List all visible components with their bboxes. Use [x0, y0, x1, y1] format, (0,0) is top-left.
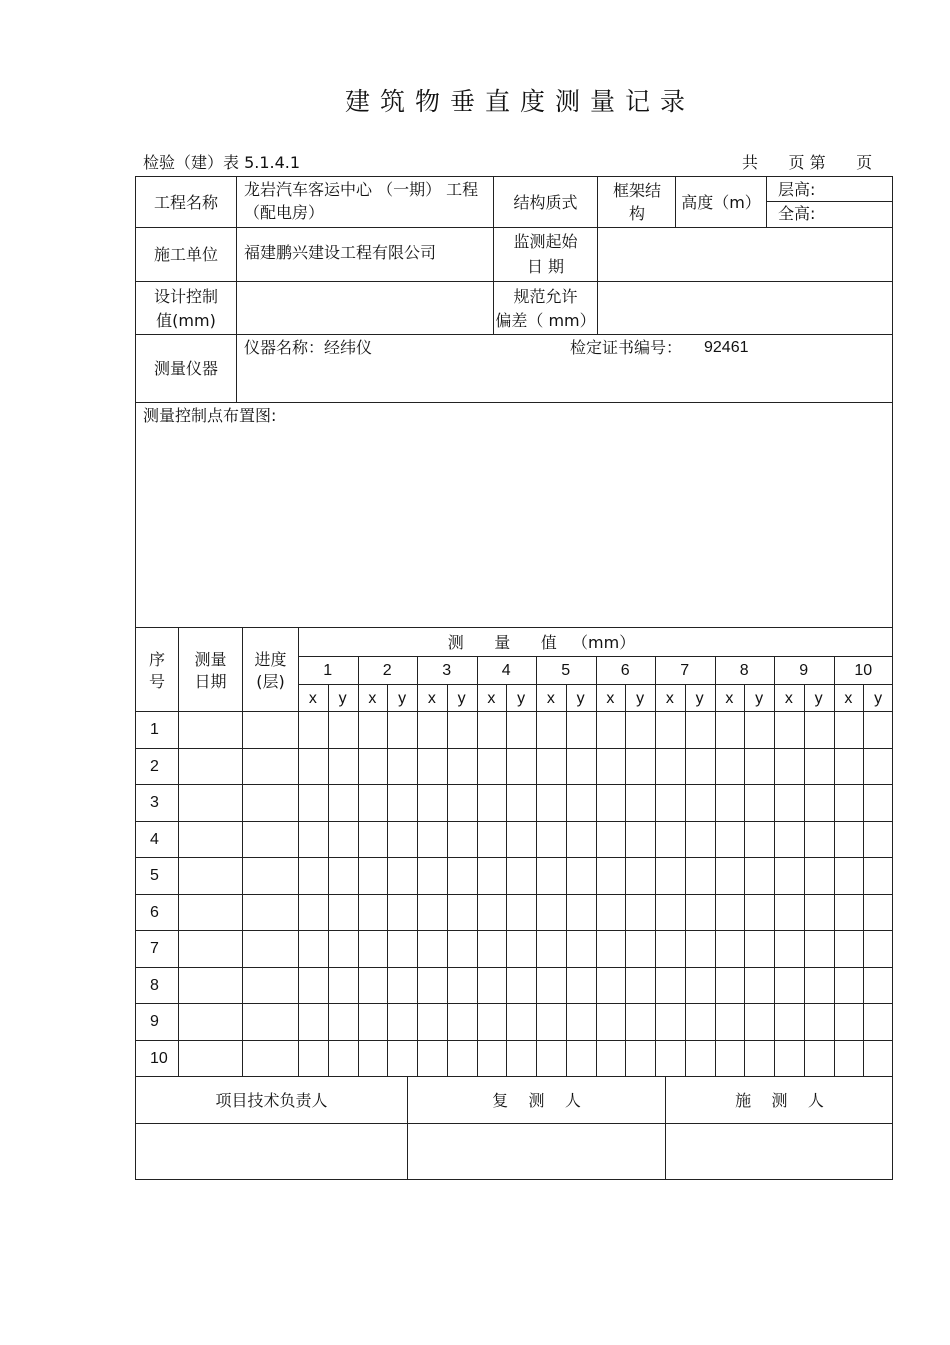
axis-header: x	[725, 689, 734, 707]
table-row-number: 10	[150, 1049, 168, 1067]
contractor-label: 施工单位	[153, 245, 218, 264]
table-row-number: 3	[150, 794, 159, 811]
table-row-number: 9	[150, 1013, 159, 1030]
axis-header: y	[398, 689, 407, 707]
page-info: 共 页 第 页	[742, 153, 873, 172]
axis-header: y	[695, 689, 704, 707]
tech-lead-label: 项目技术负责人	[215, 1090, 328, 1110]
table-row-number: 7	[150, 940, 159, 957]
progress-header: 进度	[254, 649, 287, 669]
point-header: 6	[620, 662, 630, 679]
tolerance-label-2: 偏差（ mm）	[495, 310, 596, 330]
seq-header: 序	[148, 649, 165, 669]
point-header: 8	[739, 662, 749, 679]
table-row-number: 4	[150, 830, 159, 848]
design-value-label: 设计控制	[153, 286, 218, 306]
floor-height-label: 层高:	[778, 180, 816, 199]
point-header: 9	[799, 662, 809, 679]
design-value-label-2: 值(mm)	[156, 310, 216, 330]
project-name-label: 工程名称	[153, 192, 218, 212]
point-header: 3	[442, 662, 452, 679]
progress-header-2: (层)	[256, 671, 285, 691]
date-header: 测量	[194, 649, 227, 669]
structure-label: 结构质式	[513, 192, 578, 212]
axis-header: y	[814, 689, 823, 707]
measurement-header: 测 量 值 （mm）	[447, 632, 636, 652]
project-name-value: 龙岩汽车客运中心 （一期） 工程（配电房）	[244, 180, 479, 222]
table-row-number: 8	[150, 976, 159, 994]
instrument-label: 测量仪器	[153, 359, 218, 378]
axis-header: x	[368, 689, 377, 707]
seq-header-2: 号	[148, 671, 165, 691]
date-header-2: 日期	[194, 671, 227, 691]
start-date-label: 监测起始	[513, 231, 578, 251]
start-date-label-2: 日 期	[526, 256, 565, 276]
point-header: 1	[323, 662, 333, 679]
axis-header: x	[308, 689, 317, 707]
point-header: 2	[382, 662, 392, 679]
point-header: 4	[501, 662, 511, 679]
certificate-label: 检定证书编号：	[570, 338, 683, 357]
axis-header: x	[427, 689, 436, 707]
axis-header: x	[665, 689, 674, 707]
axis-header: x	[487, 689, 496, 707]
table-row-number: 6	[150, 903, 159, 921]
point-header: 5	[561, 662, 571, 679]
axis-header: x	[606, 689, 615, 707]
table-row-number: 5	[150, 867, 159, 884]
instrument-name: 仪器名称：经纬仪	[244, 338, 373, 357]
axis-header: y	[517, 689, 526, 707]
table-row-number: 2	[150, 757, 159, 775]
point-header: 10	[854, 662, 873, 679]
axis-header: x	[784, 689, 793, 707]
tolerance-label: 规范允许	[513, 286, 578, 306]
certificate-number: 92461	[704, 339, 749, 356]
structure-value: 框架结构	[612, 181, 661, 223]
axis-header: y	[874, 689, 883, 707]
axis-header: x	[546, 689, 555, 707]
axis-header: y	[576, 689, 585, 707]
form-code: 检验（建）表 5.1.4.1	[143, 153, 301, 172]
axis-header: x	[844, 689, 853, 707]
point-header: 7	[680, 662, 690, 679]
axis-header: y	[457, 689, 466, 707]
rechecker-label: 复 测 人	[492, 1090, 581, 1110]
total-height-label: 全高:	[778, 204, 816, 223]
axis-header: y	[755, 689, 764, 707]
axis-header: y	[338, 689, 347, 707]
surveyor-label: 施 测 人	[735, 1090, 824, 1110]
height-label: 高度（m）	[681, 192, 761, 212]
layout-label: 测量控制点布置图:	[143, 406, 277, 425]
table-row-number: 1	[150, 721, 159, 738]
page-title: 建筑物垂直度测量记录	[344, 87, 695, 116]
axis-header: y	[636, 689, 645, 707]
contractor-value: 福建鹏兴建设工程有限公司	[244, 243, 437, 262]
